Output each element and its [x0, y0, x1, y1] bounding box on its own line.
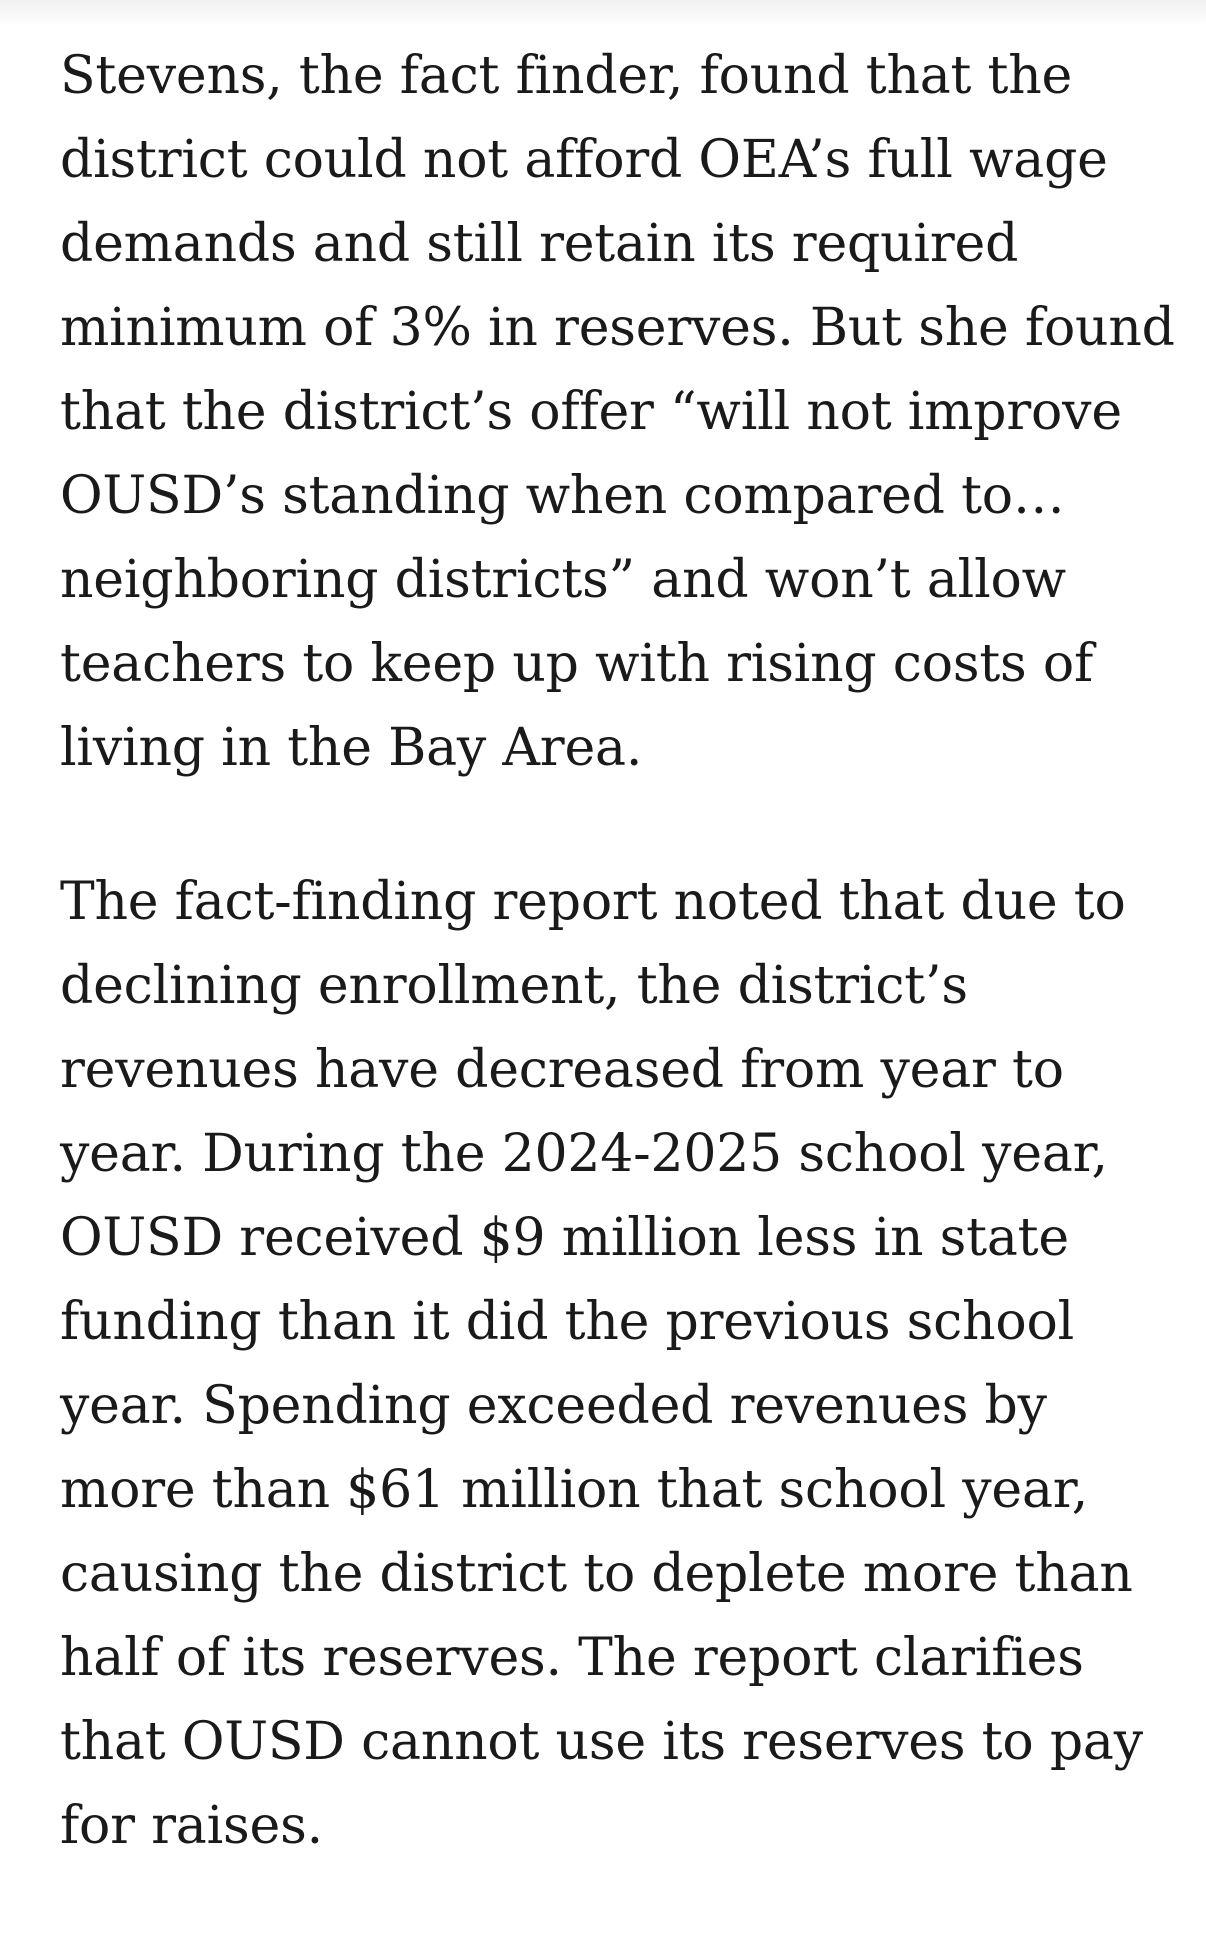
text-line: minimum of 3% in reserves. But she found: [60, 298, 1175, 358]
text-line: causing the district to deplete more than: [60, 1544, 1133, 1604]
text-line: OUSD received $9 million less in state: [60, 1208, 1069, 1268]
text-line: district could not afford OEA’s full wage: [60, 130, 1108, 190]
text-line: The fact-finding report noted that due to: [60, 872, 1126, 932]
text-line: more than $61 million that school year,: [60, 1460, 1089, 1520]
text-line: neighboring districts” and won’t allow: [60, 550, 1066, 610]
text-line: half of its reserves. The report clarifies: [60, 1628, 1084, 1688]
text-line: for raises.: [60, 1796, 323, 1856]
paragraph-fact-finding-report: [60, 860, 1170, 1868]
text-line: that the district’s offer “will not improve: [60, 382, 1122, 442]
text-line: funding than it did the previous school: [60, 1292, 1075, 1352]
text-line: demands and still retain its required: [60, 214, 1019, 274]
text-line: year. Spending exceeded revenues by: [60, 1376, 1047, 1436]
article-body: [60, 34, 1175, 1938]
text-line: that OUSD cannot use its reserves to pay: [60, 1712, 1143, 1772]
text-line: year. During the 2024-2025 school year,: [60, 1124, 1108, 1184]
paragraph-fact-finder: [60, 34, 1175, 790]
text-line: revenues have decreased from year to: [60, 1040, 1064, 1100]
top-scroll-shadow: [0, 0, 1206, 26]
text-line: declining enrollment, the district’s: [60, 956, 968, 1016]
text-line: living in the Bay Area.: [60, 718, 643, 778]
text-line: Stevens, the fact finder, found that the: [60, 46, 1073, 106]
text-line: teachers to keep up with rising costs of: [60, 634, 1093, 694]
text-line: OUSD’s standing when compared to…: [60, 466, 1065, 526]
